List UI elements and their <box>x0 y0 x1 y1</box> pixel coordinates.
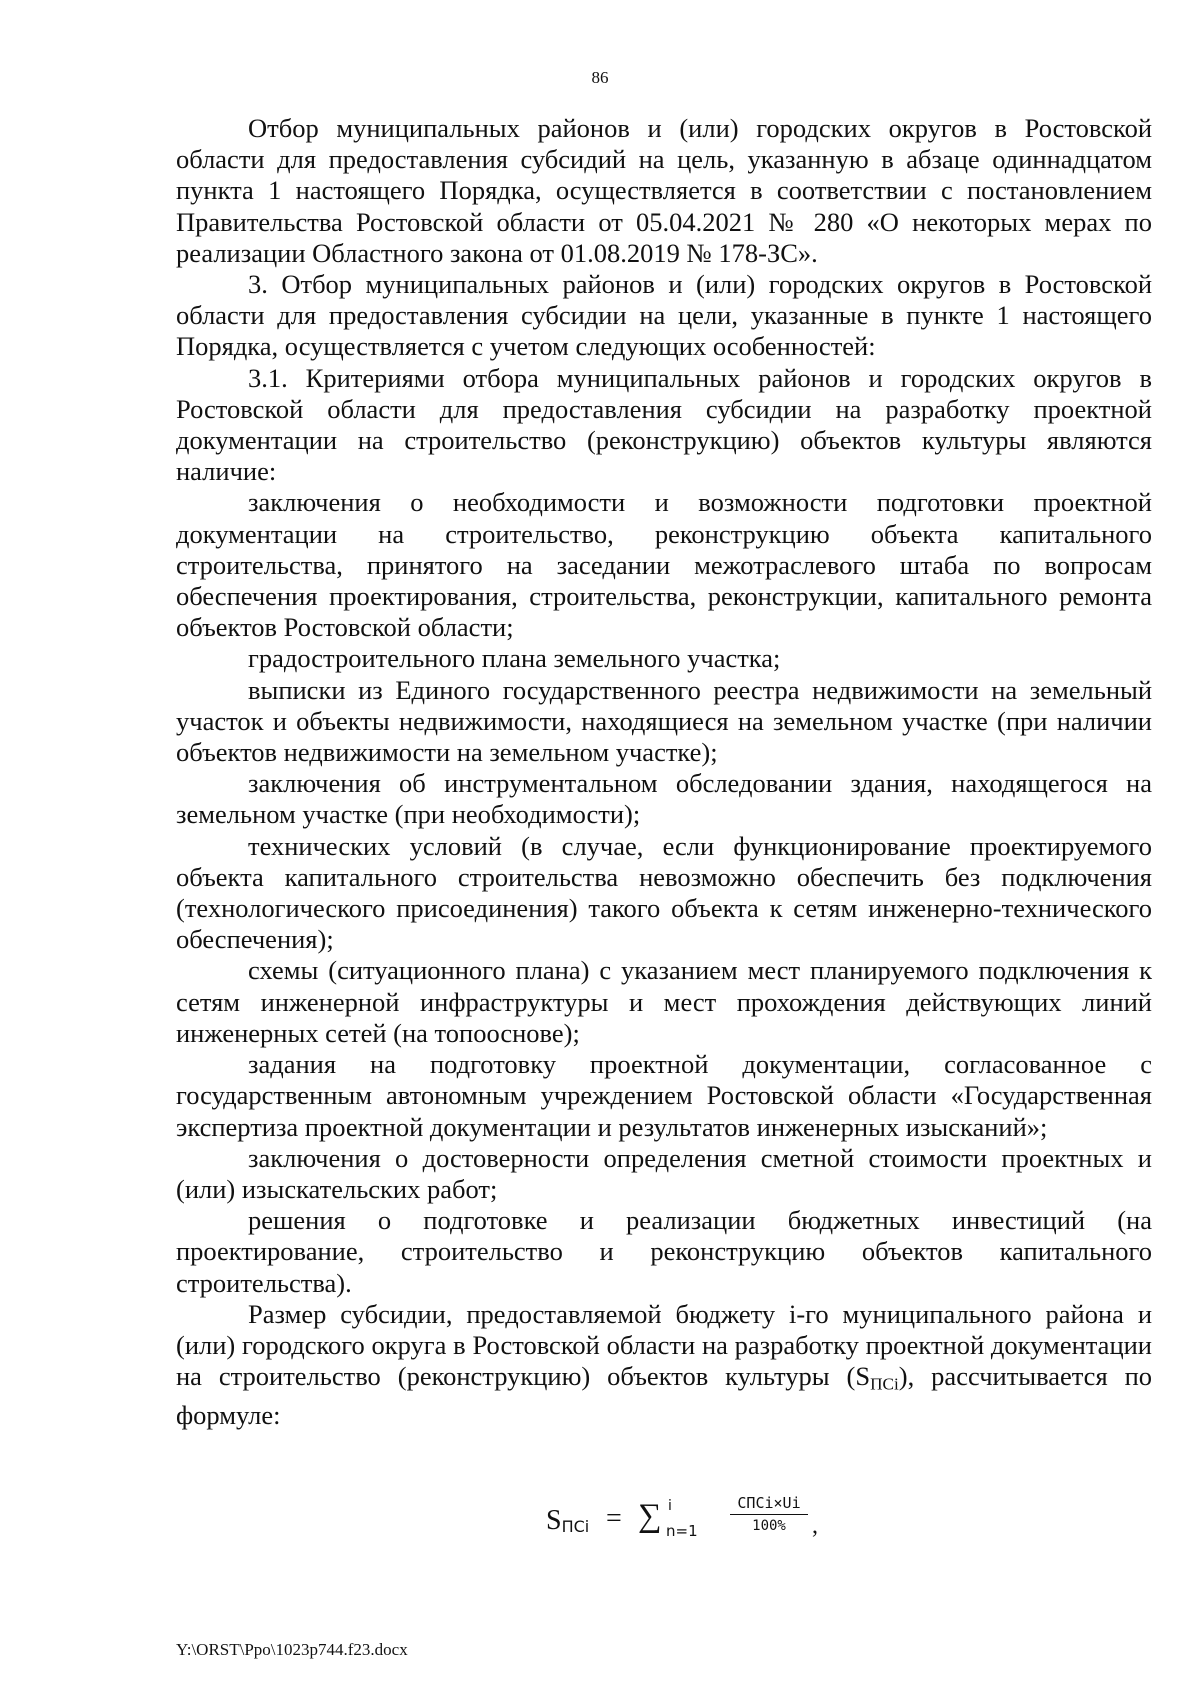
paragraph-3-1-criteria: 3.1. Критериями отбора муниципальных районов и городских округов в Ростовской области для предоставления субсидии на разработку проектной документации на строительство (реконструкцию) объектов культуры являются наличие: <box>176 362 1152 487</box>
subsidy-size-tail: ), рассчитывается по формуле: <box>176 1361 1152 1430</box>
criteria-item-technical-conditions: технических условий (в случае, если функционирование проектируемого объекта капитального строительства невозможно обеспечить без подключения (технологического присоединения) такого объекта к сетям инженерно-технического обеспечения); <box>176 830 1152 955</box>
formula-sum-sign: ∑ <box>638 1498 662 1534</box>
paragraph-subsidy-size <box>176 1299 1152 1431</box>
formula-fraction <box>730 1494 808 1534</box>
criteria-item-urban-plan: градостроительного плана земельного участка; <box>248 643 781 674</box>
formula-trailing-comma: , <box>812 1513 818 1539</box>
subsidy-size-text: Размер субсидии, предоставляемой бюджету i-го муниципального района и (или) городского округа в Ростовской области на разработку проектной документации на строительство (реконструкцию) объектов культуры (S <box>176 1298 1152 1392</box>
criteria-item-registry-extract: выписки из Единого государственного реестра недвижимости на земельный участок и объекты недвижимости, находящиеся на земельном участке (при наличии объектов недвижимости на земельном участке); <box>176 674 1152 768</box>
formula-numerator: CПСi×Ui <box>730 1494 808 1515</box>
formula-equals: = <box>606 1503 622 1534</box>
paragraph-selection-order: Отбор муниципальных районов и (или) городских округов в Ростовской области для предоставления субсидий на цель, указанную в абзаце одиннадцатом пункта 1 настоящего Порядка, осуществляется в соответствии с постановлением Правительства Ростовской области от 05.04.2021 № 280 «О некоторых мерах по реализации Областного закона от 01.08.2019 № 178-ЗС». <box>176 113 1152 268</box>
criteria-item-investment-decision: решения о подготовке и реализации бюджетных инвестиций (на проектирование, строительство и реконструкцию объектов капитального строительства). <box>176 1205 1152 1298</box>
formula-lhs-subscript: ПСi <box>561 1517 590 1536</box>
footer-file-path: Y:\ORST\Ppo\1023p744.f23.docx <box>176 1640 408 1659</box>
document-body <box>176 113 1152 1431</box>
criteria-item-situation-plan: схемы (ситуационного плана) с указанием мест планируемого подключения к сетям инженерной инфраструктуры и мест прохождения действующих линий инженерных сетей (на топооснове); <box>176 955 1152 1048</box>
criteria-item-design-task: задания на подготовку проектной документации, согласованное с государственным автономным учреждением Ростовской области «Государственная экспертиза проектной документации и результатов инженерных изысканий»; <box>176 1049 1152 1142</box>
criteria-item-estimate-conclusion: заключения о достоверности определения сметной стоимости проектных и (или) изыскательских работ; <box>176 1142 1152 1204</box>
subsidy-formula <box>540 1488 840 1558</box>
page-number: 86 <box>591 68 609 87</box>
formula-denominator: 100% <box>752 1518 786 1534</box>
formula-sum-lower-limit: n=1 <box>666 1522 698 1540</box>
paragraph-3: 3. Отбор муниципальных районов и (или) городских округов в Ростовской области для предоставления субсидии на цели, указанные в пункте 1 настоящего Порядка, осуществляется с учетом следующих особенностей: <box>176 269 1152 362</box>
criteria-item-conclusion: заключения о необходимости и возможности подготовки проектной документации на строительство, реконструкцию объекта капитального строительства, принятого на заседании межотраслевого штаба по вопросам обеспечения проектирования, строительства, реконструкции, капитального ремонта объектов Ростовской области; <box>176 487 1152 643</box>
formula-sum-upper-limit: i <box>668 1498 672 1514</box>
subsidy-size-subscript: ПСi <box>870 1374 899 1394</box>
criteria-item-instrumental-survey: заключения об инструментальном обследовании здания, находящегося на земельном участке (при необходимости); <box>176 768 1152 830</box>
formula-lhs-symbol: S <box>546 1505 562 1536</box>
formula-lhs <box>546 1505 589 1537</box>
